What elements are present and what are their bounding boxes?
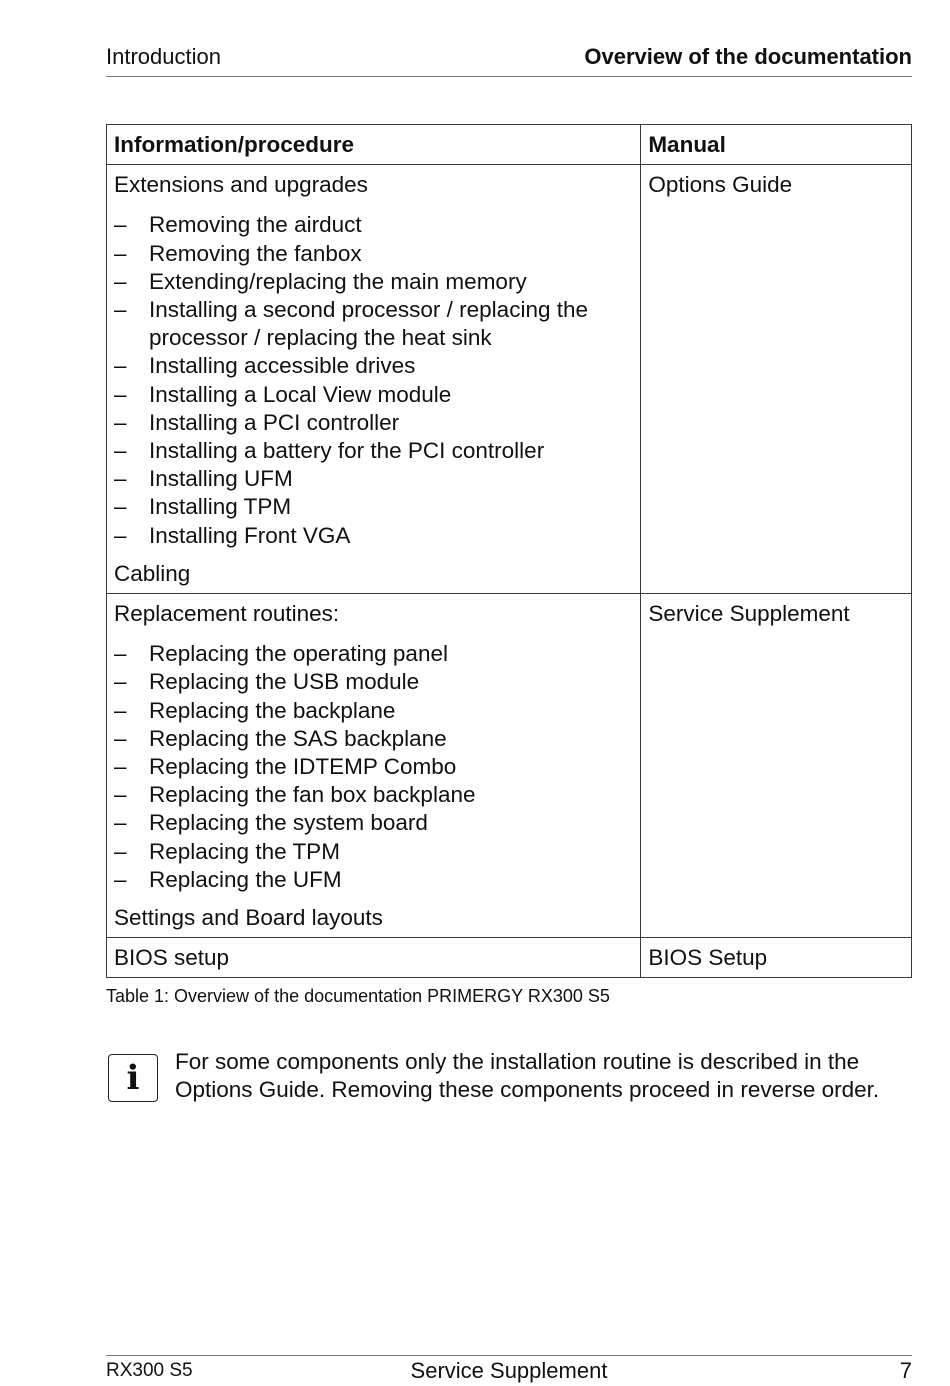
list-item: – Installing a battery for the PCI controller — [114, 437, 633, 465]
row-title: Extensions and upgrades — [114, 172, 368, 198]
header-section: Introduction — [106, 44, 221, 69]
list-item: – Installing a second processor / replacing the processor / replacing the heat sink — [114, 296, 633, 352]
list-item: – Installing UFM — [114, 465, 633, 493]
list-item: – Installing TPM — [114, 493, 633, 521]
info-cell — [107, 165, 641, 594]
footer-model: RX300 S5 — [106, 1360, 193, 1381]
manual-cell: BIOS Setup — [641, 938, 912, 978]
procedure-list — [114, 211, 633, 549]
list-item: – Installing a PCI controller — [114, 409, 633, 437]
list-item: – Replacing the backplane — [114, 697, 633, 725]
list-item: – Installing Front VGA — [114, 522, 633, 550]
list-item: – Replacing the fan box backplane — [114, 781, 633, 809]
page-footer — [106, 1355, 912, 1386]
list-item: – Replacing the TPM — [114, 838, 633, 866]
list-item: – Removing the fanbox — [114, 240, 633, 268]
table-row — [107, 594, 912, 938]
list-item: – Installing accessible drives — [114, 352, 633, 380]
note-text: For some components only the installation routine is described in the Options Guide. Removing these components proceed in reverse order. — [175, 1049, 880, 1103]
manual-cell: Service Supplement — [641, 594, 912, 938]
list-item: – Replacing the system board — [114, 809, 633, 837]
table-caption: Table 1: Overview of the documentation PRIMERGY RX300 S5 — [106, 986, 610, 1006]
list-item: – Removing the airduct — [114, 211, 633, 239]
documentation-table — [106, 124, 912, 978]
column-header-information: Information/procedure — [107, 125, 641, 165]
header-title: Overview of the documentation — [584, 44, 912, 69]
list-item: – Replacing the operating panel — [114, 640, 633, 668]
table-row — [107, 938, 912, 978]
page-header — [106, 40, 912, 77]
footer-manual-title: Service Supplement — [410, 1358, 608, 1383]
list-item: – Installing a Local View module — [114, 381, 633, 409]
procedure-list — [114, 640, 633, 894]
info-cell — [107, 594, 641, 938]
list-item: – Replacing the SAS backplane — [114, 725, 633, 753]
page-number: 7 — [899, 1358, 912, 1383]
column-header-manual: Manual — [641, 125, 912, 165]
info-cell: BIOS setup — [107, 938, 641, 978]
list-item: – Replacing the USB module — [114, 668, 633, 696]
info-icon: i — [108, 1054, 158, 1102]
manual-cell: Options Guide — [641, 165, 912, 594]
list-item: – Replacing the UFM — [114, 866, 633, 894]
list-item: – Extending/replacing the main memory — [114, 268, 633, 296]
row-footer: Cabling — [114, 560, 191, 586]
row-footer: Settings and Board layouts — [114, 905, 383, 931]
row-title: Replacement routines: — [114, 601, 340, 627]
table-header-row — [107, 125, 912, 165]
table-row — [107, 165, 912, 594]
list-item: – Replacing the IDTEMP Combo — [114, 753, 633, 781]
